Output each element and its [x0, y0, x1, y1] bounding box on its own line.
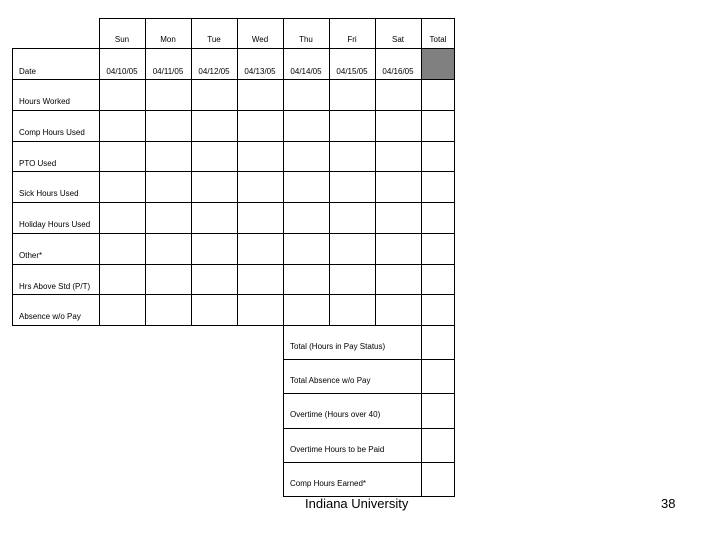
hours-entry-cell[interactable]	[375, 110, 422, 142]
hours-entry-cell[interactable]	[145, 233, 192, 265]
hours-entry-cell[interactable]	[329, 79, 376, 111]
hours-entry-cell[interactable]	[145, 79, 192, 111]
hours-entry-cell[interactable]	[99, 233, 146, 265]
summary-label: Total Absence w/o Pay	[290, 376, 371, 386]
row-total-cell[interactable]	[421, 141, 455, 173]
hours-entry-cell[interactable]	[237, 294, 284, 326]
hours-entry-cell[interactable]	[283, 110, 330, 142]
hours-entry-cell[interactable]	[283, 171, 330, 203]
institution-footer: Indiana University	[305, 496, 409, 511]
hours-entry-cell[interactable]	[237, 110, 284, 142]
row-label: Comp Hours Used	[19, 127, 85, 137]
hours-entry-cell[interactable]	[283, 264, 330, 296]
hours-entry-cell[interactable]	[145, 171, 192, 203]
day-header: Thu	[299, 35, 313, 44]
day-header: Sat	[391, 35, 404, 44]
summary-label: Comp Hours Earned*	[290, 478, 367, 488]
day-header: Fri	[347, 35, 357, 44]
summary-total-cell[interactable]	[421, 359, 455, 394]
hours-entry-cell[interactable]	[375, 233, 422, 265]
hours-entry-cell[interactable]	[283, 202, 330, 234]
date-value: 04/16/05	[382, 67, 414, 76]
hours-entry-cell[interactable]	[237, 171, 284, 203]
summary-total-cell[interactable]	[421, 462, 455, 497]
date-value: 04/12/05	[198, 67, 230, 76]
hours-entry-cell[interactable]	[283, 141, 330, 173]
hours-entry-cell[interactable]	[237, 264, 284, 296]
day-header: Wed	[251, 35, 269, 44]
hours-entry-cell[interactable]	[329, 264, 376, 296]
date-label: Date	[19, 67, 36, 76]
row-label: PTO Used	[19, 158, 57, 168]
hours-entry-cell[interactable]	[191, 233, 238, 265]
row-total-cell[interactable]	[421, 202, 455, 234]
date-value: 04/13/05	[244, 67, 276, 76]
row-total-cell[interactable]	[421, 171, 455, 203]
row-total-cell[interactable]	[421, 294, 455, 326]
day-header: Mon	[160, 35, 176, 44]
hours-entry-cell[interactable]	[237, 141, 284, 173]
hours-entry-cell[interactable]	[99, 79, 146, 111]
row-label: Sick Hours Used	[19, 189, 79, 199]
hours-entry-cell[interactable]	[145, 110, 192, 142]
hours-entry-cell[interactable]	[99, 141, 146, 173]
day-header: Tue	[207, 35, 221, 44]
summary-total-cell[interactable]	[421, 393, 455, 428]
hours-entry-cell[interactable]	[329, 202, 376, 234]
hours-entry-cell[interactable]	[99, 294, 146, 326]
hours-entry-cell[interactable]	[375, 171, 422, 203]
hours-entry-cell[interactable]	[375, 264, 422, 296]
total-header: Total	[429, 35, 447, 44]
hours-entry-cell[interactable]	[375, 79, 422, 111]
summary-total-cell[interactable]	[421, 325, 455, 360]
hours-entry-cell[interactable]	[329, 233, 376, 265]
hours-entry-cell[interactable]	[237, 202, 284, 234]
hours-entry-cell[interactable]	[99, 264, 146, 296]
hours-entry-cell[interactable]	[283, 294, 330, 326]
hours-entry-cell[interactable]	[191, 141, 238, 173]
hours-entry-cell[interactable]	[329, 171, 376, 203]
hours-entry-cell[interactable]	[99, 171, 146, 203]
row-label: Holiday Hours Used	[19, 220, 91, 229]
hours-entry-cell[interactable]	[191, 110, 238, 142]
hours-entry-cell[interactable]	[283, 79, 330, 111]
row-total-cell[interactable]	[421, 110, 455, 142]
date-value: 04/14/05	[290, 67, 322, 76]
hours-entry-cell[interactable]	[145, 141, 192, 173]
hours-entry-cell[interactable]	[283, 233, 330, 265]
hours-entry-cell[interactable]	[375, 294, 422, 326]
hours-entry-cell[interactable]	[329, 141, 376, 173]
date-value: 04/15/05	[336, 67, 368, 76]
hours-entry-cell[interactable]	[329, 110, 376, 142]
summary-total-cell[interactable]	[421, 428, 455, 463]
hours-entry-cell[interactable]	[191, 202, 238, 234]
slide-number: 38	[661, 496, 676, 511]
row-label: Other*	[19, 250, 43, 260]
hours-entry-cell[interactable]	[145, 202, 192, 234]
hours-entry-cell[interactable]	[145, 294, 192, 326]
row-label: Hours Worked	[19, 97, 70, 106]
hours-entry-cell[interactable]	[191, 264, 238, 296]
hours-entry-cell[interactable]	[329, 294, 376, 326]
row-total-cell[interactable]	[421, 264, 455, 296]
date-value: 04/10/05	[106, 67, 138, 76]
row-total-cell[interactable]	[421, 79, 455, 111]
hours-entry-cell[interactable]	[191, 294, 238, 326]
row-label: Absence w/o Pay	[19, 312, 81, 322]
hours-entry-cell[interactable]	[191, 171, 238, 203]
hours-entry-cell[interactable]	[237, 233, 284, 265]
summary-label: Overtime Hours to be Paid	[290, 444, 385, 454]
row-label: Hrs Above Std (P/T)	[19, 281, 91, 291]
day-header: Sun	[114, 35, 130, 44]
total-date-shaded-cell	[421, 48, 455, 80]
hours-entry-cell[interactable]	[191, 79, 238, 111]
hours-entry-cell[interactable]	[375, 202, 422, 234]
hours-entry-cell[interactable]	[145, 264, 192, 296]
hours-entry-cell[interactable]	[237, 79, 284, 111]
hours-entry-cell[interactable]	[99, 202, 146, 234]
summary-label: Total (Hours in Pay Status)	[290, 342, 386, 351]
date-value: 04/11/05	[152, 67, 184, 76]
hours-entry-cell[interactable]	[99, 110, 146, 142]
hours-entry-cell[interactable]	[375, 141, 422, 173]
row-total-cell[interactable]	[421, 233, 455, 265]
summary-label: Overtime (Hours over 40)	[290, 410, 381, 420]
